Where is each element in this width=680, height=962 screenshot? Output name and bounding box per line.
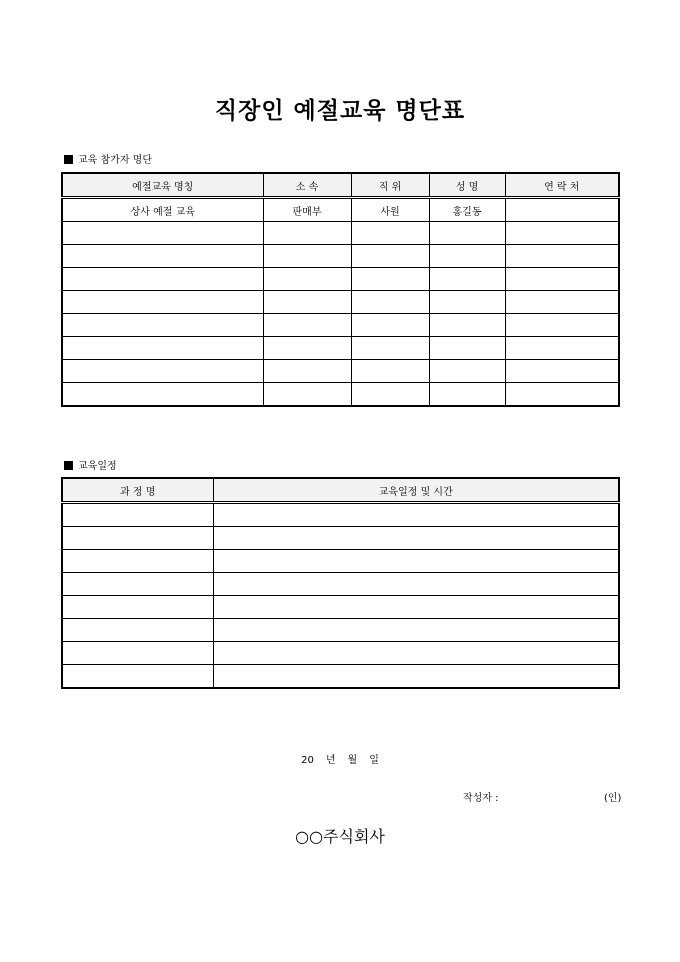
table-cell[interactable] bbox=[62, 383, 263, 407]
document-title: 직장인 예절교육 명단표 bbox=[214, 98, 466, 124]
table-row bbox=[62, 527, 619, 550]
table-row bbox=[62, 642, 619, 665]
header-contact: 연 락 처 bbox=[505, 173, 619, 198]
table-cell[interactable] bbox=[429, 291, 505, 314]
date-month-unit: 월 bbox=[347, 755, 358, 766]
table-cell[interactable] bbox=[505, 291, 619, 314]
table-row bbox=[62, 245, 619, 268]
header-course: 과 정 명 bbox=[62, 478, 213, 503]
date-year: 20 bbox=[301, 755, 314, 766]
table-row bbox=[62, 665, 619, 689]
table-cell[interactable] bbox=[213, 619, 619, 642]
table-cell[interactable] bbox=[505, 222, 619, 245]
table-cell[interactable] bbox=[505, 314, 619, 337]
table-cell[interactable] bbox=[351, 383, 429, 407]
table-row bbox=[62, 573, 619, 596]
header-course-name: 예절교육 명칭 bbox=[62, 173, 263, 198]
table-cell[interactable] bbox=[263, 337, 351, 360]
date-year-unit: 년 bbox=[325, 755, 336, 766]
table-row bbox=[62, 337, 619, 360]
section-schedule-label bbox=[64, 457, 117, 472]
table-cell[interactable] bbox=[263, 360, 351, 383]
table-row bbox=[62, 360, 619, 383]
date-day-unit: 일 bbox=[369, 755, 379, 766]
schedule-header-row bbox=[62, 478, 619, 503]
table-cell[interactable] bbox=[351, 360, 429, 383]
table-cell[interactable] bbox=[62, 222, 263, 245]
table-cell[interactable] bbox=[62, 245, 263, 268]
table-cell[interactable] bbox=[213, 550, 619, 573]
table-row bbox=[62, 314, 619, 337]
section-schedule-text: 교육일정 bbox=[78, 461, 117, 472]
table-cell[interactable] bbox=[263, 245, 351, 268]
table-cell[interactable] bbox=[62, 573, 213, 596]
section-participants-label bbox=[64, 151, 152, 166]
table-cell[interactable] bbox=[62, 665, 213, 689]
author-label: 작성자 : bbox=[463, 793, 499, 804]
table-row bbox=[62, 619, 619, 642]
table-cell[interactable] bbox=[62, 360, 263, 383]
table-row bbox=[62, 383, 619, 407]
header-name: 성 명 bbox=[429, 173, 505, 198]
table-cell[interactable]: 홍길동 bbox=[429, 198, 505, 222]
table-cell[interactable] bbox=[213, 665, 619, 689]
table-cell[interactable] bbox=[505, 268, 619, 291]
table-cell[interactable] bbox=[429, 360, 505, 383]
table-cell[interactable] bbox=[351, 222, 429, 245]
table-cell[interactable] bbox=[62, 596, 213, 619]
table-cell[interactable] bbox=[62, 642, 213, 665]
table-cell[interactable] bbox=[351, 245, 429, 268]
table-row bbox=[62, 550, 619, 573]
table-cell[interactable] bbox=[263, 314, 351, 337]
header-schedule-time: 교육일정 및 시간 bbox=[213, 478, 619, 503]
bullet-square-icon bbox=[64, 461, 73, 470]
table-row bbox=[62, 198, 619, 222]
table-cell[interactable] bbox=[505, 198, 619, 222]
table-cell[interactable] bbox=[505, 360, 619, 383]
table-cell[interactable] bbox=[213, 596, 619, 619]
table-cell[interactable] bbox=[351, 314, 429, 337]
table-cell[interactable]: 상사 예절 교육 bbox=[62, 198, 263, 222]
table-row bbox=[62, 268, 619, 291]
table-cell[interactable] bbox=[429, 268, 505, 291]
seal-label: (인) bbox=[604, 793, 622, 804]
header-position: 직 위 bbox=[351, 173, 429, 198]
table-cell[interactable] bbox=[351, 337, 429, 360]
table-cell[interactable] bbox=[263, 268, 351, 291]
schedule-table bbox=[61, 477, 620, 689]
bullet-square-icon bbox=[64, 155, 73, 164]
table-cell[interactable] bbox=[351, 291, 429, 314]
table-cell[interactable] bbox=[263, 383, 351, 407]
table-cell[interactable] bbox=[62, 550, 213, 573]
table-cell[interactable] bbox=[213, 503, 619, 527]
table-cell[interactable] bbox=[505, 337, 619, 360]
table-cell[interactable] bbox=[505, 383, 619, 407]
table-cell[interactable] bbox=[429, 222, 505, 245]
table-cell[interactable] bbox=[213, 642, 619, 665]
table-cell[interactable] bbox=[429, 245, 505, 268]
date-line bbox=[0, 751, 680, 766]
table-cell[interactable] bbox=[429, 337, 505, 360]
table-cell[interactable] bbox=[62, 503, 213, 527]
table-row bbox=[62, 503, 619, 527]
table-row bbox=[62, 291, 619, 314]
table-row bbox=[62, 222, 619, 245]
table-cell[interactable] bbox=[62, 527, 213, 550]
company-name: ○○주식회사 bbox=[295, 827, 385, 846]
table-cell[interactable] bbox=[213, 527, 619, 550]
table-cell[interactable] bbox=[62, 314, 263, 337]
table-cell[interactable] bbox=[429, 383, 505, 407]
table-cell[interactable] bbox=[429, 314, 505, 337]
header-department: 소 속 bbox=[263, 173, 351, 198]
table-cell[interactable]: 사원 bbox=[351, 198, 429, 222]
table-cell[interactable] bbox=[263, 291, 351, 314]
table-cell[interactable] bbox=[351, 268, 429, 291]
table-cell[interactable] bbox=[263, 222, 351, 245]
participants-header-row bbox=[62, 173, 619, 198]
participants-table bbox=[61, 172, 620, 407]
table-cell[interactable] bbox=[62, 291, 263, 314]
table-cell[interactable] bbox=[505, 245, 619, 268]
table-cell[interactable] bbox=[213, 573, 619, 596]
table-cell[interactable]: 판매부 bbox=[263, 198, 351, 222]
section-participants-text: 교육 참가자 명단 bbox=[78, 155, 152, 166]
table-cell[interactable] bbox=[62, 268, 263, 291]
table-row bbox=[62, 596, 619, 619]
table-cell[interactable] bbox=[62, 619, 213, 642]
table-cell[interactable] bbox=[62, 337, 263, 360]
